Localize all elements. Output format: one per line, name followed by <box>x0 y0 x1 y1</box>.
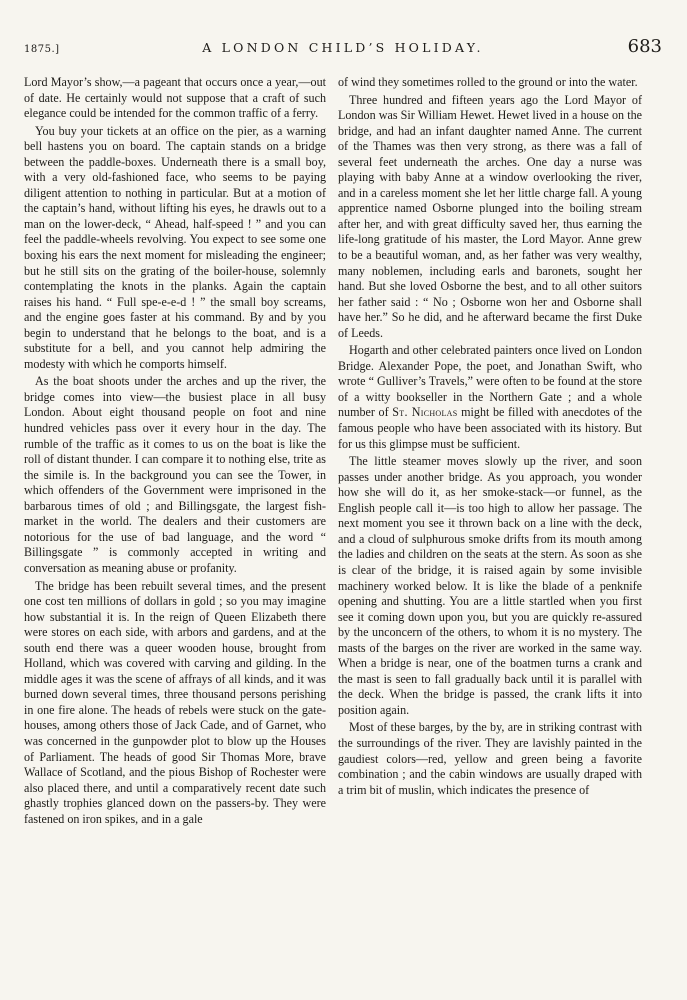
magazine-name: St. Nicholas <box>392 405 458 420</box>
left-column <box>24 75 326 829</box>
header-title: A LONDON CHILD’S HOLIDAY. <box>202 40 484 55</box>
header-year: 1875.] <box>24 44 60 55</box>
page-number: 683 <box>627 36 662 57</box>
paragraph: The little steamer moves slowly up the river, and soon passes under another bridge. As you approach, you wonder how she will do it, as her smoke-stack—or funnel, as the English people call it—is too high to allow her passage. The next moment you see it thrown back on a line with the deck, and a cloud of sulphurous smoke drifts from its mouth among the ladies and children on the seats at the stern. As soon as she is clear of the bridge, it is raised again by some invisible machinery worked below. It is like the blade of a penknife opening and shutting. You are a little startled when you first see it coming down upon you, but you are quickly re-assured by the unconcern of the others, to whom it is no mystery. The masts of the barges on the river are worked in the same way. When a bridge is near, one of the boatmen turns a crank and the mast is seen to fall gradually back until it is parallel with the deck. When the bridge is passed, the crank lifts it into position again. <box>338 454 642 717</box>
paragraph <box>338 343 642 452</box>
paragraph: As the boat shoots under the arches and up the river, the bridge comes into view—the busiest place in all busy London. About eight thousand people on foot and nine hundred vehicles pass over it every hour in the day. The rumble of the traffic as it comes to us on the boat is like the roll of distant thunder. I can compare it to nothing else, trite as the simile is. In the background you can see the Tower, in which offenders of the Government were imprisoned in the barbarous times of old ; and Billingsgate, the largest fish-market in the world. The dealers and their customers are notorious for the use of bad language, and the word “ Billingsgate ” is commonly accepted in writing and conversation as meaning abuse or profanity. <box>24 374 326 575</box>
paragraph: Most of these barges, by the by, are in striking contrast with the surroundings of the river. They are lavishly painted in the gaudiest colors—red, yellow and green being a favorite combination ; and the cabin windows are usually draped with a trim bit of muslin, which indicates the presence of <box>338 720 642 797</box>
paragraph-text: might be filled with anecdotes of the famous people who have been associated with its history. But for us this glimpse must be sufficient. <box>338 405 642 451</box>
paragraph: The bridge has been rebuilt several times, and the present one cost ten millions of dollars in gold ; so you may imagine how substantial it is. In the reign of Queen Elizabeth there were stores on each side, with arbors and gardens, and at the south end there was a queer wooden house, brought from Holland, which was covered with carving and gilding. In the middle ages it was the scene of affrays of all kinds, and it was burned down several times, three thousand persons perishing in one fire alone. The heads of rebels were stuck on the gate-houses, among others those of Jack Cade, and of Garnet, who was concerned in the gunpowder plot to blow up the Houses of Parliament. The heads of good Sir Thomas More, brave Wallace of Scotland, and the pious Bishop of Rochester were also placed there, and until a comparatively recent date such ghastly trophies glanced down on the passers-by. They were fastened on iron spikes, and in a gale <box>24 578 326 826</box>
paragraph: You buy your tickets at an office on the pier, as a warning bell hastens you on board. The captain stands on a bridge between the paddle-boxes. Underneath there is a small boy, with a very old-fashioned face, who seems to be paying diligent attention to nothing in particular. But at a motion of the captain’s hand, without lifting his eyes, he drawls out to a man on the lower-deck, “ Ahead, half-speed ! ” and you can feel the paddle-wheels revolving. You expect to see some one boxing his ears the next moment for misleading the engineer; but he still sits on the grating of the boiler-house, solemnly contemplating the knots in the planks. Again the captain raises his hand. “ Full spe-e-e-d ! ” the small boy screams, and the engine goes faster at his command. By and by you begin to understand that he belongs to the boat, and is a substitute for a bell, and you cannot help admiring the modesty with which he comports himself. <box>24 123 326 371</box>
running-header <box>24 38 662 60</box>
paragraph: Lord Mayor’s show,—a pageant that occurs once a year,—out of date. He certainly would not suppose that a craft of such elegance could be intended for the common traffic of a ferry. <box>24 75 326 121</box>
right-column <box>338 75 642 800</box>
paragraph-text: Hogarth and other celebrated painters once lived on London Bridge. Alexander Pope, the poet, and Jonathan Swift, who wrote “ Gulliver’s Travels,” were often to be found at the store of a witty bookseller in the Northern Gate ; and a whole number of <box>338 343 642 420</box>
paragraph: of wind they sometimes rolled to the ground or into the water. <box>338 75 638 89</box>
paragraph: Three hundred and fifteen years ago the Lord Mayor of London was Sir William Hewet. Hewet lived in a house on the bridge, and had an infant daughter named Anne. The current of the Thames was then very strong, as there was a fall of several feet underneath the arches. One day a nurse was playing with baby Anne at a window overlooking the river, and in a careless moment she let her little charge fall. A young apprentice named Osborne plunged into the boiling stream after her, and with great difficulty saved her, thus earning the life-long gratitude of his master, the Lord Mayor. Anne grew to be a beautiful woman, and, as her father was very wealthy, many noblemen, including earls and baronets, sought her hand. But she loved Osborne the best, and to all other suitors her father said : “ No ; Osborne won her and Osborne shall have her.” So he did, and he afterward became the first Duke of Leeds. <box>338 92 642 340</box>
